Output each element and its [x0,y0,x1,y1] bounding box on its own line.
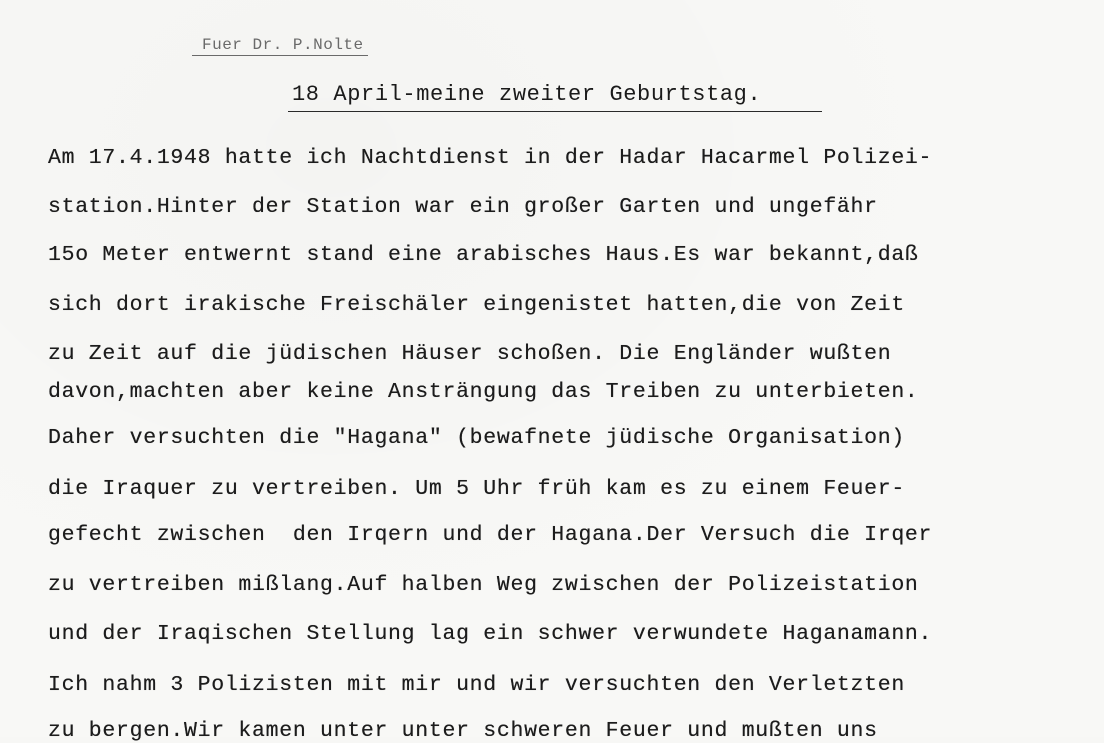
text-line-4: sich dort irakische Freischäler eingenistet hatten,die von Zeit [48,293,905,317]
text-line-8: die Iraquer zu vertreiben. Um 5 Uhr früh kam es zu einem Feuer- [48,477,905,501]
text-line-2: station.Hinter der Station war ein großer Garten und ungefähr [48,195,878,219]
text-line-1: Am 17.4.1948 hatte ich Nachtdienst in der Hadar Hacarmel Polizei- [48,146,933,170]
text-line-13: zu bergen.Wir kamen unter unter schweren Feuer und mußten uns [48,719,878,743]
title-underline [288,111,822,112]
document-title: 18 April-meine zweiter Geburtstag. [292,82,762,107]
text-line-12: Ich nahm 3 Polizisten mit mir und wir versuchten den Verletzten [48,673,905,697]
recipient-line: Fuer Dr. P.Nolte [192,36,368,56]
text-line-5: zu Zeit auf die jüdischen Häuser schoßen. Die Engländer wußten [48,342,892,366]
text-line-3: 15o Meter entwernt stand eine arabisches Haus.Es war bekannt,daß [48,243,919,267]
text-line-11: und der Iraqischen Stellung lag ein schwer verwundete Haganamann. [48,622,933,646]
text-line-7: Daher versuchten die "Hagana" (bewafnete jüdische Organisation) [48,426,905,450]
text-line-6: davon,machten aber keine Ansträngung das Treiben zu unterbieten. [48,380,919,404]
text-line-10: zu vertreiben mißlang.Auf halben Weg zwischen der Polizeistation [48,573,919,597]
text-line-9: gefecht zwischen den Irqern und der Hagana.Der Versuch die Irqer [48,523,933,547]
